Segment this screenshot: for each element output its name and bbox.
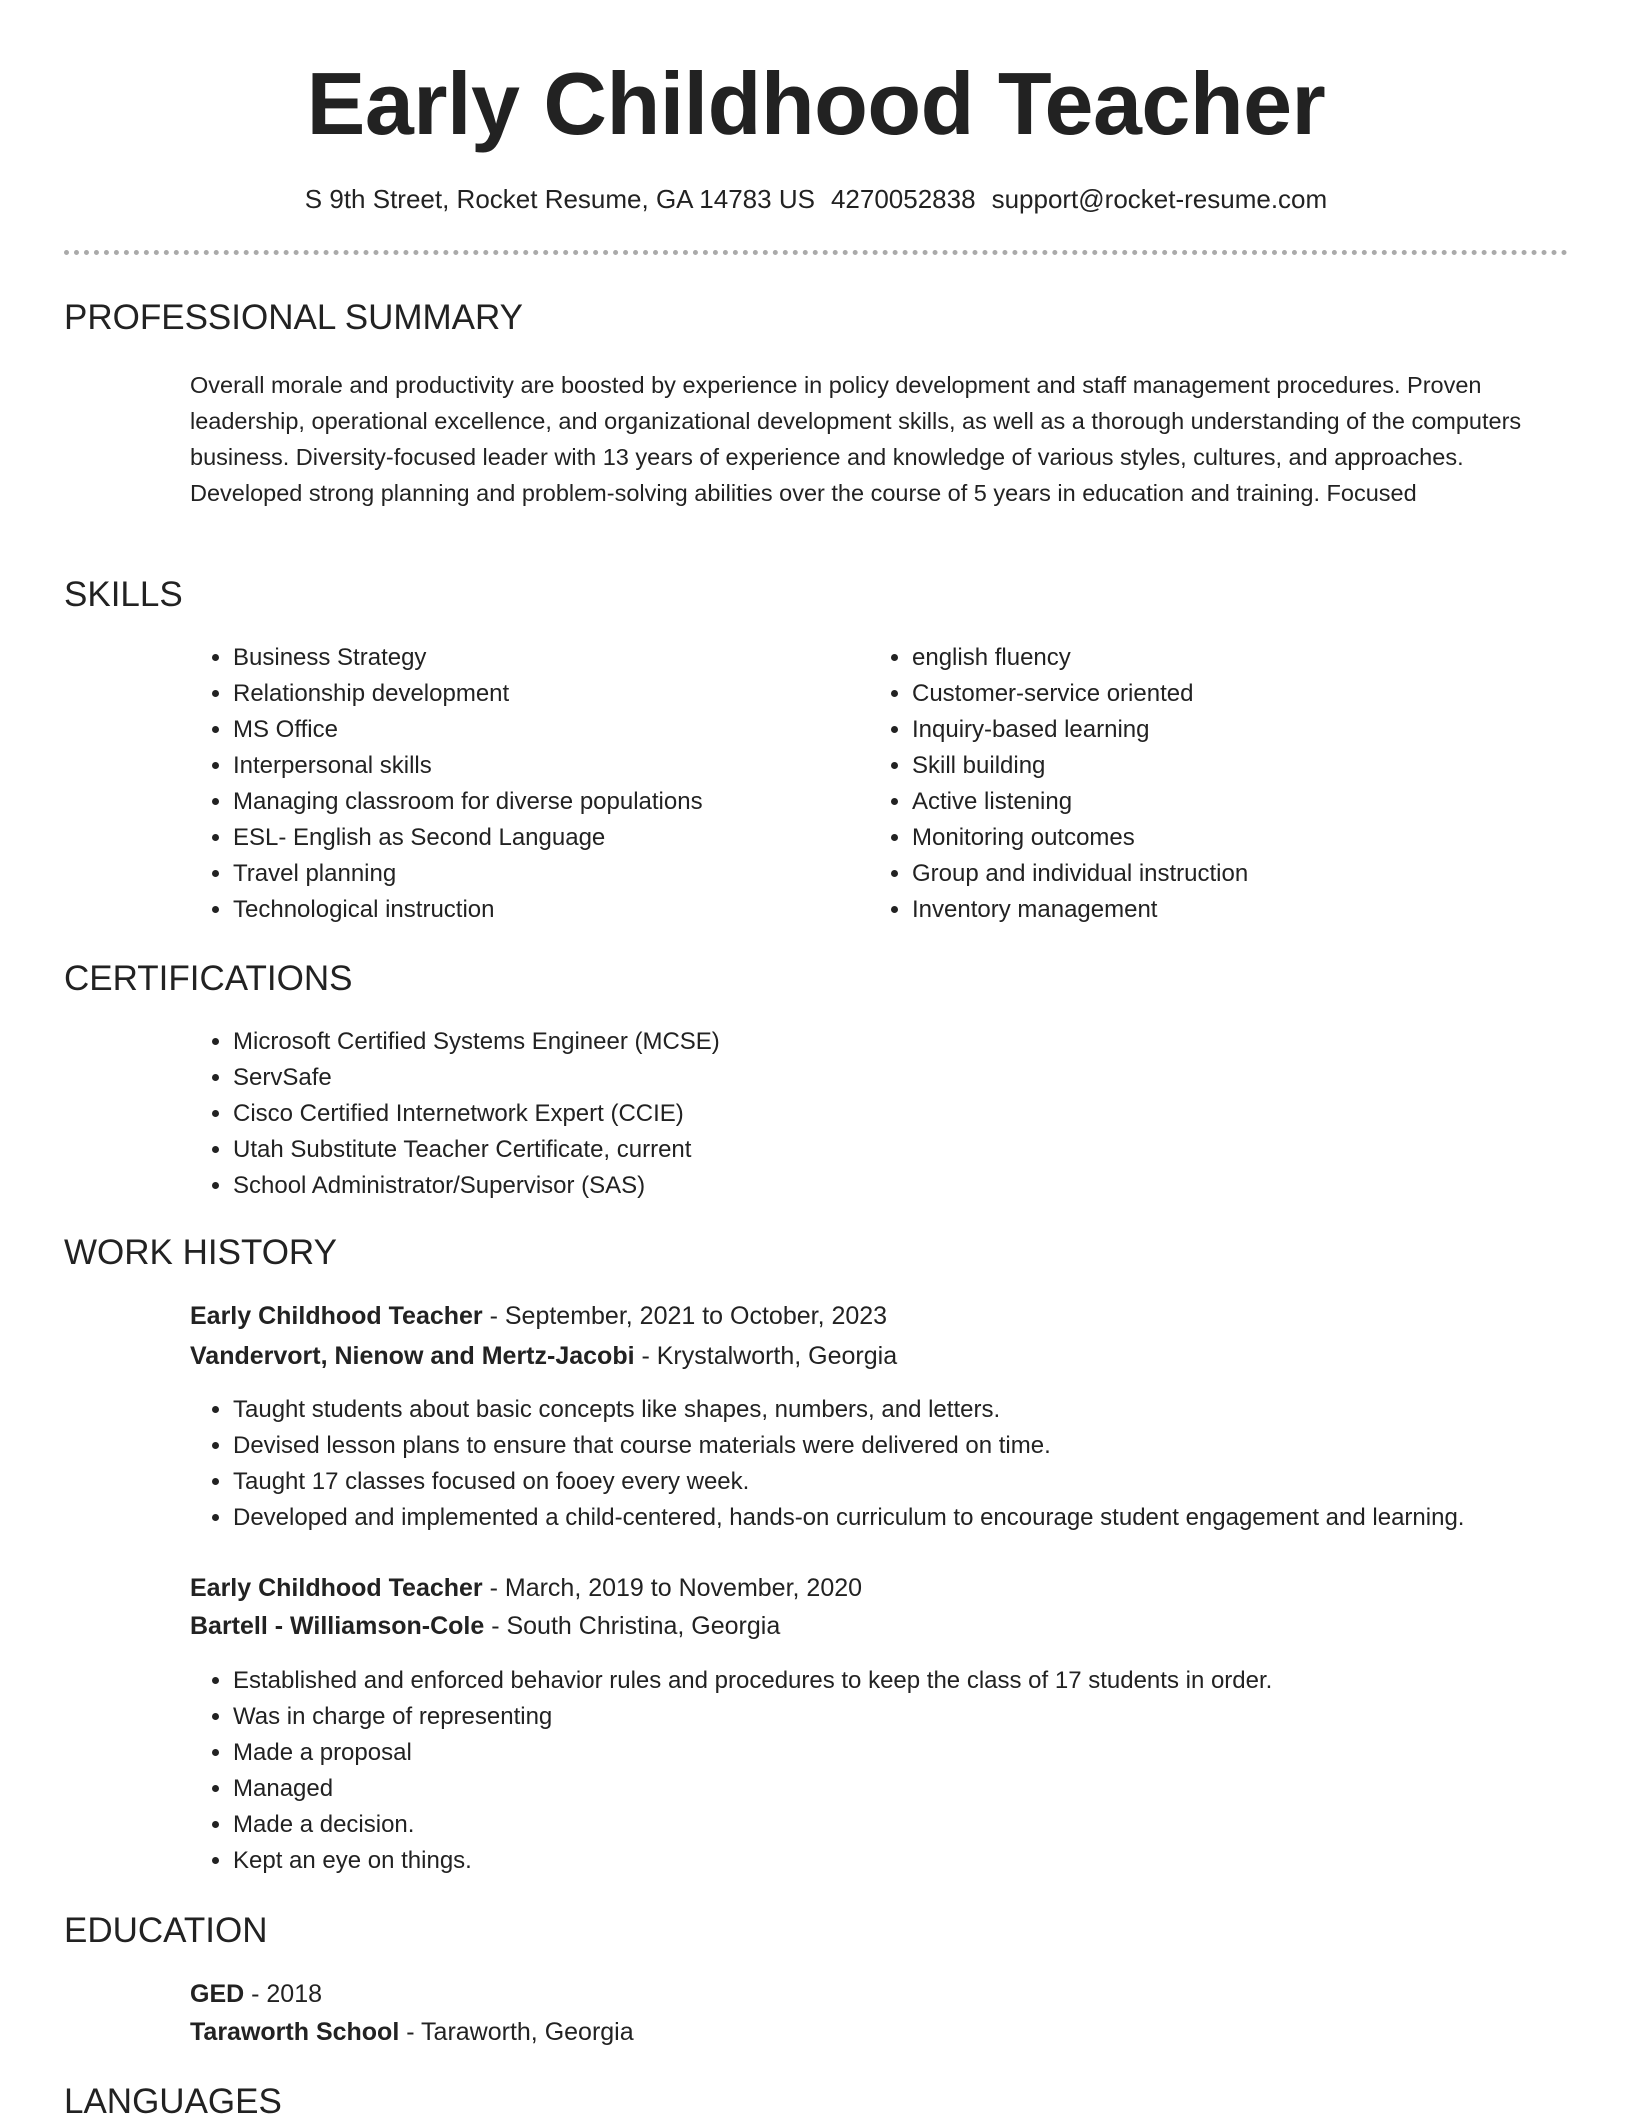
contact-address: S 9th Street, Rocket Resume, GA 14783 US [304, 184, 815, 214]
list-item: • Inquiry-based learning [912, 712, 1552, 748]
list-item: • Technological instruction [233, 892, 873, 928]
education-school: Taraworth School [190, 2018, 400, 2046]
education-degree-line [190, 1976, 322, 2012]
list-item: • Utah Substitute Teacher Certificate, current [233, 1132, 1533, 1168]
job-2-location: - South Christina, Georgia [484, 1612, 781, 1640]
job-1-dates: - September, 2021 to October, 2023 [482, 1302, 888, 1330]
list-item: • english fluency [912, 640, 1552, 676]
job-1-title: Early Childhood Teacher [190, 1302, 483, 1330]
education-school-line [190, 2014, 634, 2050]
header-divider [64, 250, 1568, 255]
education-year: - 2018 [244, 1980, 323, 2008]
skills-list-left [189, 640, 873, 928]
contact-phone: 4270052838 [830, 184, 976, 214]
list-item: • Managing classroom for diverse populations [233, 784, 873, 820]
job-1-bullets [189, 1392, 1632, 1536]
list-item: • Taught students about basic concepts like shapes, numbers, and letters. [233, 1392, 1632, 1428]
job-2-bullets [189, 1663, 1632, 1879]
list-item: • Active listening [912, 784, 1552, 820]
job-2-dates: - March, 2019 to November, 2020 [482, 1574, 863, 1602]
education-location: - Taraworth, Georgia [399, 2018, 634, 2046]
job-2-company: Bartell - Williamson-Cole [190, 1612, 485, 1640]
list-item: • Business Strategy [233, 640, 873, 676]
job-2-title: Early Childhood Teacher [190, 1574, 483, 1602]
list-item: • Kept an eye on things. [233, 1843, 1632, 1879]
summary-text: Overall morale and productivity are boosted by experience in policy development and staff management procedures. Proven leadership, operational excellence, and organizational development skills, as well as a thorough understanding of the computers business. Diversity-focused leader with 13 years of experience and knowledge of various styles, cultures, and approaches. Developed strong planning and problem-solving abilities over the course of 5 years in education and training. Focused [190, 372, 1522, 506]
job-2-title-line [190, 1570, 862, 1606]
list-item: • Managed [233, 1771, 1632, 1807]
list-item: • Skill building [912, 748, 1552, 784]
list-item: • Customer-service oriented [912, 676, 1552, 712]
list-item: • ESL- English as Second Language [233, 820, 873, 856]
job-1-company: Vandervort, Nienow and Mertz-Jacobi [190, 1342, 635, 1370]
contact-line [0, 182, 1632, 216]
job-1-location: - Krystalworth, Georgia [634, 1342, 898, 1370]
list-item: • Inventory management [912, 892, 1552, 928]
work-history-heading: WORK HISTORY [64, 1233, 337, 1272]
languages-heading: LANGUAGES [64, 2082, 282, 2121]
skills-list-right [868, 640, 1552, 928]
job-2-company-line [190, 1608, 780, 1644]
contact-email: support@rocket-resume.com [991, 184, 1328, 214]
list-item: • Interpersonal skills [233, 748, 873, 784]
list-item: • Taught 17 classes focused on fooey every week. [233, 1464, 1632, 1500]
list-item: • Microsoft Certified Systems Engineer (MCSE) [233, 1024, 1533, 1060]
list-item: • Made a proposal [233, 1735, 1632, 1771]
summary-heading: PROFESSIONAL SUMMARY [64, 298, 523, 337]
education-degree: GED [190, 1980, 245, 2008]
list-item: • Developed and implemented a child-centered, hands-on curriculum to encourage student engagement and learning. [233, 1500, 1632, 1536]
list-item: • Group and individual instruction [912, 856, 1552, 892]
certifications-heading: CERTIFICATIONS [64, 959, 353, 998]
list-item: • Cisco Certified Internetwork Expert (CCIE) [233, 1096, 1533, 1132]
list-item: • Travel planning [233, 856, 873, 892]
list-item: • School Administrator/Supervisor (SAS) [233, 1168, 1533, 1204]
list-item: • ServSafe [233, 1060, 1533, 1096]
job-1-title-line [190, 1298, 887, 1334]
certifications-list [189, 1024, 1533, 1204]
list-item: • Devised lesson plans to ensure that course materials were delivered on time. [233, 1428, 1632, 1464]
list-item: • Was in charge of representing [233, 1699, 1632, 1735]
list-item: • Monitoring outcomes [912, 820, 1552, 856]
resume-name: Early Childhood Teacher [306, 54, 1326, 153]
list-item: • Relationship development [233, 676, 873, 712]
education-heading: EDUCATION [64, 1911, 268, 1950]
list-item: • Established and enforced behavior rules and procedures to keep the class of 17 students in order. [233, 1663, 1632, 1699]
job-1-company-line [190, 1338, 897, 1374]
skills-heading: SKILLS [64, 575, 183, 614]
list-item: • MS Office [233, 712, 873, 748]
list-item: • Made a decision. [233, 1807, 1632, 1843]
